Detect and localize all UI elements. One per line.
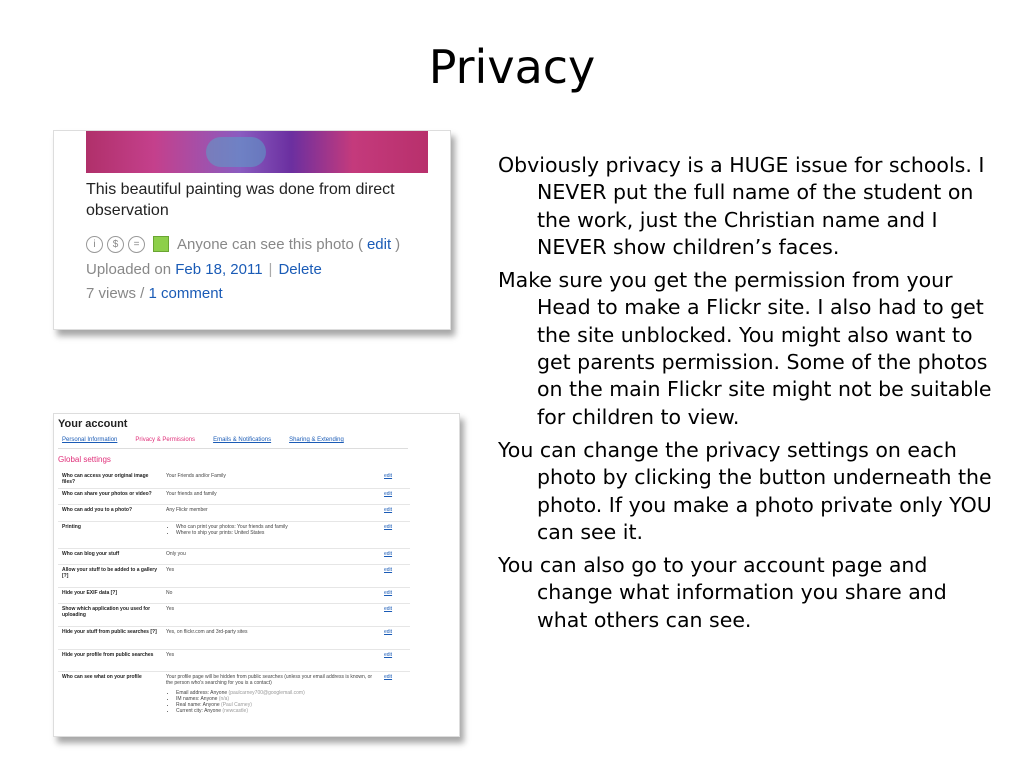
table-row [58, 627, 410, 650]
edit-link[interactable]: edit [384, 629, 393, 635]
permission-close: ) [395, 235, 401, 253]
list-item: • Current city: Anyone (newcastle) [176, 708, 376, 714]
edit-link[interactable]: edit [384, 473, 393, 479]
list-item: • Who can print your photos: Your friends and family [176, 524, 376, 530]
tab-emails-notifications[interactable]: Emails & Notifications [213, 437, 272, 443]
table-row [58, 505, 410, 522]
setting-label: Hide your stuff from public searches [?] [62, 629, 157, 635]
setting-label: Who can share your photos or video? [62, 491, 152, 497]
account-title: Your account [58, 418, 128, 430]
setting-value [162, 672, 380, 728]
photo-caption: This beautiful painting was done from direct observation [86, 181, 395, 219]
permission-row [86, 234, 400, 254]
setting-label: Printing [62, 524, 81, 530]
setting-value: Your Friends and/or Family [166, 473, 226, 479]
setting-label: Allow your stuff to be added to a gallery [?] [62, 567, 158, 579]
edit-link[interactable]: edit [384, 507, 393, 513]
permission-text: Anyone can see this photo ( [177, 235, 363, 253]
permission-edit-link[interactable]: edit [366, 235, 392, 253]
setting-label: Show which application you used for uploading [62, 606, 151, 618]
no-commercial-icon: $ [107, 236, 124, 253]
setting-value: Only you [166, 551, 186, 557]
list-item: • Where to ship your prints: United States [176, 530, 376, 536]
setting-value [162, 522, 380, 548]
setting-value: Yes [166, 567, 175, 573]
setting-value: Yes, on flickr.com and 3rd-party sites [166, 629, 248, 635]
public-status-icon [153, 236, 169, 252]
edit-link[interactable]: edit [384, 567, 393, 573]
setting-label: Who can add you to a photo? [62, 507, 132, 513]
setting-label: Who can blog your stuff [62, 551, 120, 557]
table-row [58, 672, 410, 728]
table-row [58, 650, 410, 672]
separator: | [268, 261, 273, 278]
table-row [58, 471, 410, 489]
views-count: 7 views / [86, 285, 145, 302]
photo-screenshot [53, 130, 451, 330]
setting-label: Who can see what on your profile [62, 674, 142, 680]
paragraph: You can also go to your account page and change what information you share and what others can see. [498, 553, 947, 632]
views-row [86, 285, 223, 302]
info-icon: i [86, 236, 103, 253]
tab-privacy-permissions[interactable]: Privacy & Permissions [135, 437, 196, 443]
painting-image [86, 131, 428, 173]
profile-note: Your profile page will be hidden from public searches (unless your email address is known, or the person who's searching for you is a contact) [166, 674, 373, 686]
uploaded-date-link[interactable]: Feb 18, 2011 [175, 261, 263, 278]
list-item: • Email address: Anyone (paulcarney700@googlemail.com) [176, 690, 376, 696]
edit-link[interactable]: edit [384, 674, 393, 680]
table-row [58, 489, 410, 505]
paragraph: Make sure you get the permission from your Head to make a Flickr site. I also had to get the site unblocked. You might also want to get parents permission. Some of the photos on the main Flickr site might not be suitable for children to view. [498, 268, 992, 429]
list-item: • IM names: Anyone (n/a) [176, 696, 376, 702]
delete-link[interactable]: Delete [278, 261, 322, 278]
setting-value: Yes [166, 652, 175, 658]
edit-link[interactable]: edit [384, 652, 393, 658]
table-row [58, 565, 410, 588]
comment-link[interactable]: 1 comment [148, 285, 223, 302]
section-title: Global settings [58, 455, 111, 464]
tab-sharing-extending[interactable]: Sharing & Extending [289, 437, 344, 443]
edit-link[interactable]: edit [384, 551, 393, 557]
edit-link[interactable]: edit [384, 491, 393, 497]
body-text [498, 152, 993, 640]
table-row [58, 604, 410, 627]
table-row [58, 549, 410, 565]
setting-label: Hide your EXIF data [?] [62, 590, 118, 596]
account-screenshot [53, 413, 460, 737]
table-row [58, 522, 410, 549]
setting-value: No [166, 590, 173, 596]
paragraph: You can change the privacy settings on each photo by clicking the button underneath the photo. If you make a photo private only YOU can see it. [498, 437, 992, 544]
uploaded-label: Uploaded on [86, 261, 172, 278]
slide-title: Privacy [428, 40, 596, 94]
edit-link[interactable]: edit [384, 524, 393, 530]
paragraph: Obviously privacy is a HUGE issue for schools. I NEVER put the full name of the student on the work, just the Christian name and I NEVER show children’s faces. [498, 153, 985, 259]
setting-label: Hide your profile from public searches [62, 652, 154, 658]
tab-personal-information[interactable]: Personal Information [62, 437, 118, 443]
setting-value: Any Flickr member [166, 507, 208, 513]
setting-label: Who can access your original image files? [62, 473, 149, 485]
account-tabs [58, 435, 408, 449]
setting-value: Yes [166, 606, 175, 612]
list-item: • Real name: Anyone (Paul Carney) [176, 702, 376, 708]
edit-link[interactable]: edit [384, 606, 393, 612]
table-row [58, 588, 410, 604]
setting-value: Your friends and family [166, 491, 217, 497]
upload-row [86, 261, 322, 278]
no-derivs-icon: = [128, 236, 145, 253]
edit-link[interactable]: edit [384, 590, 393, 596]
settings-table [58, 471, 410, 728]
